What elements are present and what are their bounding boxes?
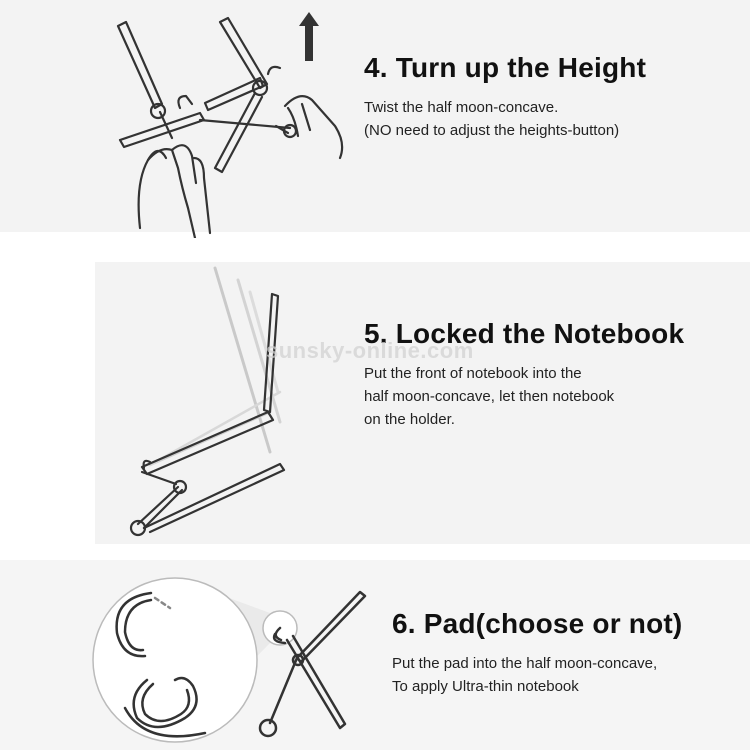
step-6-line-2: To apply Ultra-thin notebook — [392, 678, 579, 695]
notebook-on-stand-illustration — [120, 262, 360, 544]
watermark: sunsky-online.com — [266, 338, 474, 363]
step-5-description — [364, 362, 614, 431]
step-6-line-1: Put the pad into the half moon-concave, — [392, 655, 658, 672]
step-4-line-1: Twist the half moon-concave. — [364, 99, 559, 116]
step-5-panel — [95, 262, 750, 544]
step-6-heading: 6. Pad(choose or not) — [392, 608, 683, 639]
step-5-line-3: on the holder. — [364, 411, 455, 428]
stand-height-adjust-illustration — [100, 8, 360, 238]
step-4-description — [364, 96, 619, 142]
step-5-line-2: half moon-concave, let then notebook — [364, 388, 615, 405]
step-4-heading: 4. Turn up the Height — [364, 52, 647, 83]
step-5-heading: 5. Locked the Notebook — [364, 318, 685, 349]
pad-insertion-illustration — [75, 568, 405, 750]
step-5-line-1: Put the front of notebook into the — [364, 365, 582, 382]
step-6-panel — [0, 560, 750, 750]
step-6-description — [392, 652, 657, 698]
step-4-panel — [0, 0, 750, 232]
step-4-line-2: (NO need to adjust the heights-button) — [364, 122, 620, 139]
